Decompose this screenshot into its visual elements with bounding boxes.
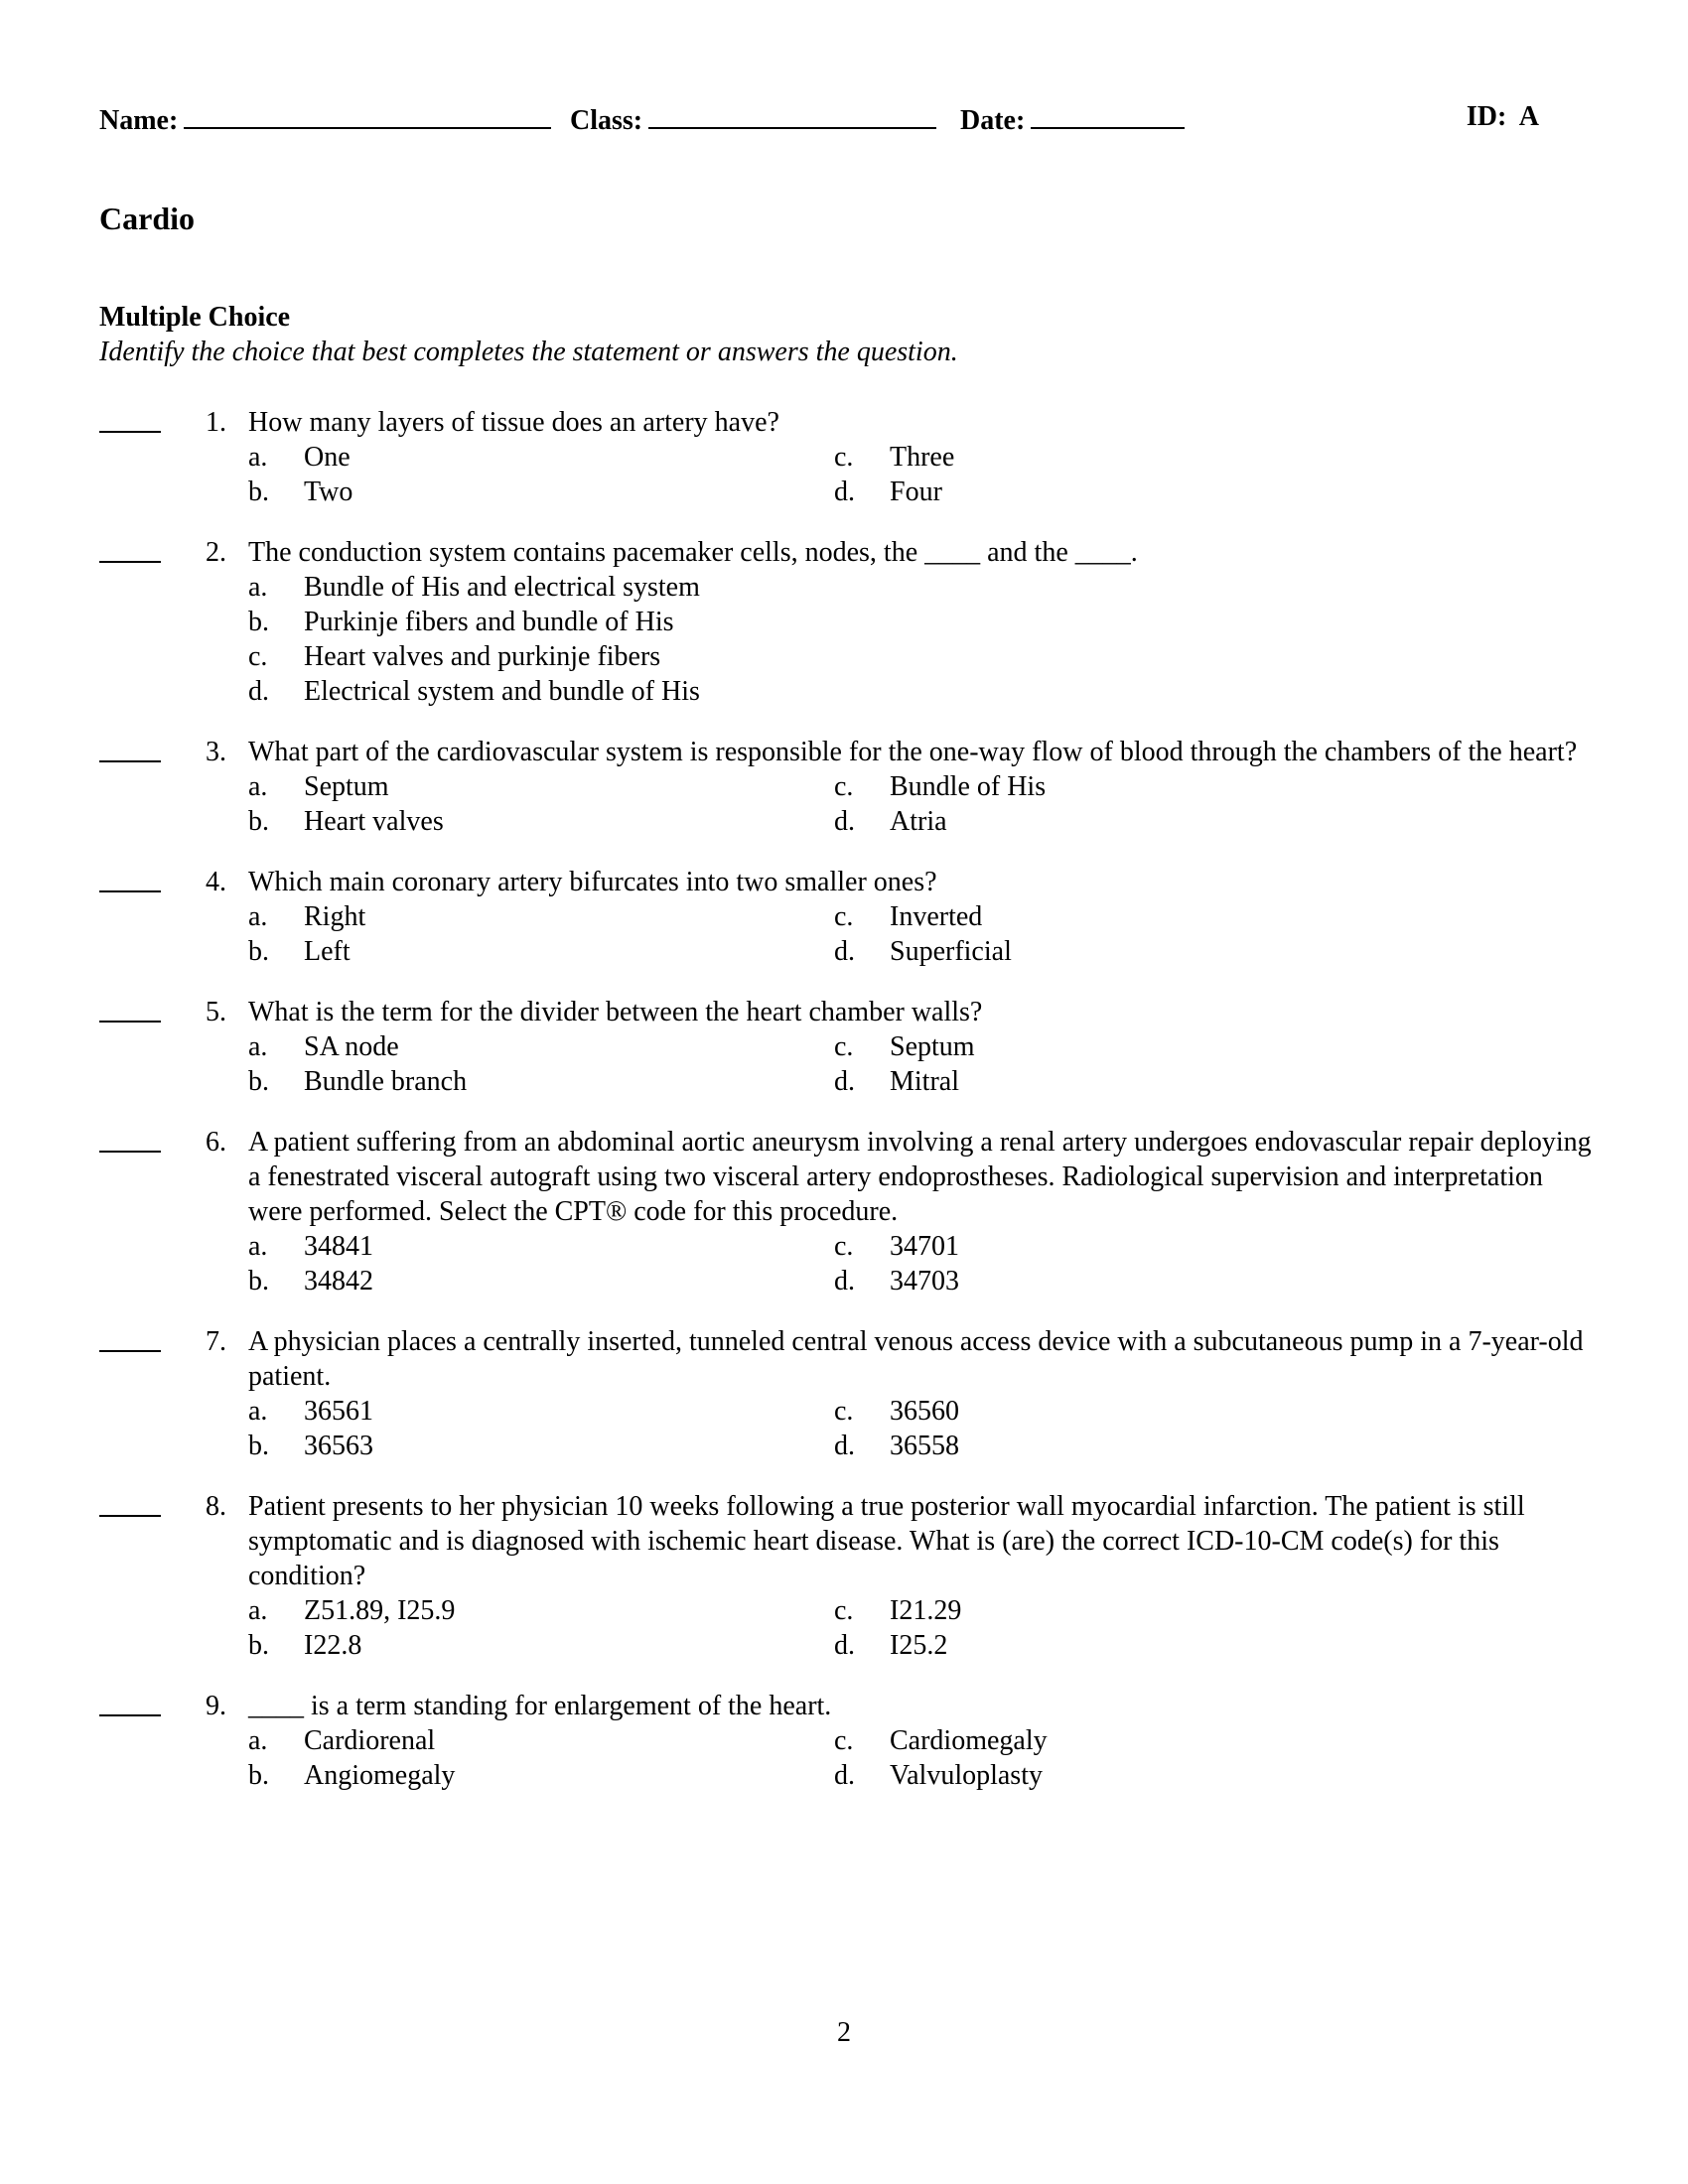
option-c [834,1229,1420,1264]
option-text: Atria [890,806,947,837]
option-letter: d. [834,1630,855,1661]
question-stem: A patient suffering from an abdominal aortic aneurysm involving a renal artery undergoes endovascular repair deploying a fenestrated visceral autograft using two visceral artery endoprostheses. Radiological supervision and interpretation were performed. Select the CPT® code for this procedure. [248,1127,1592,1227]
option-letter: b. [248,936,269,967]
option-text: 36558 [890,1431,959,1461]
option-b [248,1758,834,1793]
option-a [248,1229,834,1264]
option-text: Two [304,477,353,507]
option-text: I22.8 [304,1630,362,1661]
option-text: Septum [890,1031,975,1062]
answer-blank[interactable] [99,1125,161,1153]
option-d [834,804,1420,839]
option-b [248,804,834,839]
answer-blank[interactable] [99,1689,161,1716]
option-text: Three [890,442,955,473]
question-5 [99,995,1599,1099]
option-b [248,475,834,509]
answer-options [248,1229,1599,1298]
option-letter: c. [834,1595,854,1626]
option-text: Superficial [890,936,1012,967]
option-b [248,1064,834,1099]
question-stem: What is the term for the divider between the heart chamber walls? [248,997,983,1027]
option-letter: a. [248,1595,268,1626]
option-letter: b. [248,477,269,507]
option-letter: c. [834,901,854,932]
option-text: 34703 [890,1266,959,1297]
date-field [960,99,1185,139]
question-3 [99,735,1599,839]
answer-options [248,1029,1599,1099]
id-label: ID: A [1466,101,1539,132]
question-number: 3. [206,737,226,767]
option-text: Valvuloplasty [890,1760,1043,1791]
question-4 [99,865,1599,969]
option-letter: b. [248,607,269,637]
question-list [99,405,1599,1819]
option-c [834,1029,1420,1064]
option-d [834,934,1420,969]
option-letter: c. [834,1031,854,1062]
option-c [834,769,1420,804]
option-text: SA node [304,1031,399,1062]
answer-options [248,1723,1599,1793]
option-c [834,440,1420,475]
class-label: Class: [570,105,643,136]
option-d [834,1264,1420,1298]
option-letter: a. [248,1231,268,1262]
name-line[interactable] [184,99,551,129]
option-letter: b. [248,1431,269,1461]
question-1 [99,405,1599,509]
name-label: Name: [99,105,179,136]
option-text: 36563 [304,1431,373,1461]
option-text: Right [304,901,366,932]
option-a [248,1593,834,1628]
option-d [834,1064,1420,1099]
option-c [834,899,1420,934]
question-stem: Which main coronary artery bifurcates into two smaller ones? [248,867,937,897]
question-stem: Patient presents to her physician 10 weeks following a true posterior wall myocardial infarction. The patient is still symptomatic and is diagnosed with ischemic heart disease. What is (are) the correct ICD-10-CM code(s) for this condition? [248,1491,1525,1591]
option-text: 36560 [890,1396,959,1427]
answer-options [248,1593,1599,1663]
option-letter: c. [834,1725,854,1756]
option-letter: a. [248,1725,268,1756]
option-letter: a. [248,572,268,603]
option-text: I21.29 [890,1595,962,1626]
option-c [248,639,1420,674]
question-stem: The conduction system contains pacemaker cells, nodes, the ____ and the ____. [248,537,1138,568]
question-6 [99,1125,1599,1298]
question-stem: A physician places a centrally inserted, tunneled central venous access device with a subcutaneous pump in a 7-year-old patient. [248,1326,1584,1392]
answer-blank[interactable] [99,535,161,563]
option-letter: d. [248,676,269,707]
option-letter: a. [248,771,268,802]
option-letter: a. [248,1031,268,1062]
question-number: 6. [206,1127,226,1158]
option-letter: a. [248,901,268,932]
option-c [834,1394,1420,1429]
option-text: 34842 [304,1266,373,1297]
question-9 [99,1689,1599,1793]
option-letter: d. [834,936,855,967]
option-text: Cardiorenal [304,1725,436,1756]
date-line[interactable] [1031,99,1185,129]
option-text: Septum [304,771,389,802]
class-line[interactable] [648,99,936,129]
question-8 [99,1489,1599,1663]
option-letter: c. [834,442,854,473]
option-c [834,1593,1420,1628]
question-7 [99,1324,1599,1463]
option-text: 34701 [890,1231,959,1262]
question-stem: How many layers of tissue does an artery have? [248,407,779,438]
option-letter: d. [834,1266,855,1297]
question-stem: What part of the cardiovascular system is responsible for the one-way flow of blood through the chambers of the heart? [248,737,1578,767]
question-number: 4. [206,867,226,897]
question-stem: ____ is a term standing for enlargement of the heart. [248,1691,832,1721]
option-letter: c. [248,641,268,672]
option-a [248,1723,834,1758]
answer-options [248,1394,1599,1463]
option-letter: a. [248,442,268,473]
option-letter: b. [248,1760,269,1791]
option-letter: c. [834,1396,854,1427]
answer-blank[interactable] [99,995,161,1023]
answer-blank[interactable] [99,1489,161,1517]
option-b [248,1264,834,1298]
option-c [834,1723,1420,1758]
answer-options [248,769,1599,839]
option-text: One [304,442,351,473]
question-number: 8. [206,1491,226,1522]
option-letter: a. [248,1396,268,1427]
section-title: Multiple Choice [99,302,291,333]
option-letter: d. [834,806,855,837]
answer-options [248,570,1599,709]
option-text: I25.2 [890,1630,948,1661]
answer-blank[interactable] [99,865,161,892]
date-label: Date: [960,105,1026,136]
option-text: Four [890,477,942,507]
question-number: 1. [206,407,226,438]
option-letter: d. [834,477,855,507]
option-a [248,1394,834,1429]
option-letter: b. [248,1630,269,1661]
option-text: Left [304,936,351,967]
answer-blank[interactable] [99,735,161,762]
option-text: Bundle of His [890,771,1047,802]
option-a [248,1029,834,1064]
class-field [570,99,936,139]
option-text: Cardiomegaly [890,1725,1048,1756]
option-text: Heart valves and purkinje fibers [304,641,661,672]
option-text: Angiomegaly [304,1760,456,1791]
option-letter: b. [248,1266,269,1297]
test-title: Cardio [99,201,195,236]
option-letter: d. [834,1760,855,1791]
option-d [834,475,1420,509]
option-letter: d. [834,1066,855,1097]
option-d [248,674,1420,709]
option-text: Z51.89, I25.9 [304,1595,456,1626]
option-b [248,1429,834,1463]
option-letter: b. [248,806,269,837]
option-a [248,440,834,475]
option-b [248,605,1420,639]
answer-options [248,899,1599,969]
answer-blank[interactable] [99,1324,161,1352]
option-text: 36561 [304,1396,373,1427]
answer-blank[interactable] [99,405,161,433]
option-d [834,1758,1420,1793]
option-a [248,570,1420,605]
option-letter: b. [248,1066,269,1097]
option-text: Mitral [890,1066,959,1097]
question-number: 2. [206,537,226,568]
option-text: Bundle branch [304,1066,468,1097]
option-b [248,934,834,969]
option-letter: c. [834,771,854,802]
option-letter: c. [834,1231,854,1262]
option-a [248,899,834,934]
option-d [834,1628,1420,1663]
name-field [99,99,551,139]
option-text: Electrical system and bundle of His [304,676,700,707]
option-text: Heart valves [304,806,444,837]
option-text: Bundle of His and electrical system [304,572,700,603]
option-b [248,1628,834,1663]
page-number: 2 [837,2017,851,2048]
option-d [834,1429,1420,1463]
question-number: 7. [206,1326,226,1357]
answer-options [248,440,1599,509]
question-number: 9. [206,1691,226,1721]
instructions: Identify the choice that best completes the statement or answers the question. [99,337,958,367]
option-letter: d. [834,1431,855,1461]
header [99,99,1539,139]
option-a [248,769,834,804]
question-number: 5. [206,997,226,1027]
option-text: Purkinje fibers and bundle of His [304,607,674,637]
option-text: Inverted [890,901,983,932]
option-text: 34841 [304,1231,373,1262]
question-2 [99,535,1599,709]
